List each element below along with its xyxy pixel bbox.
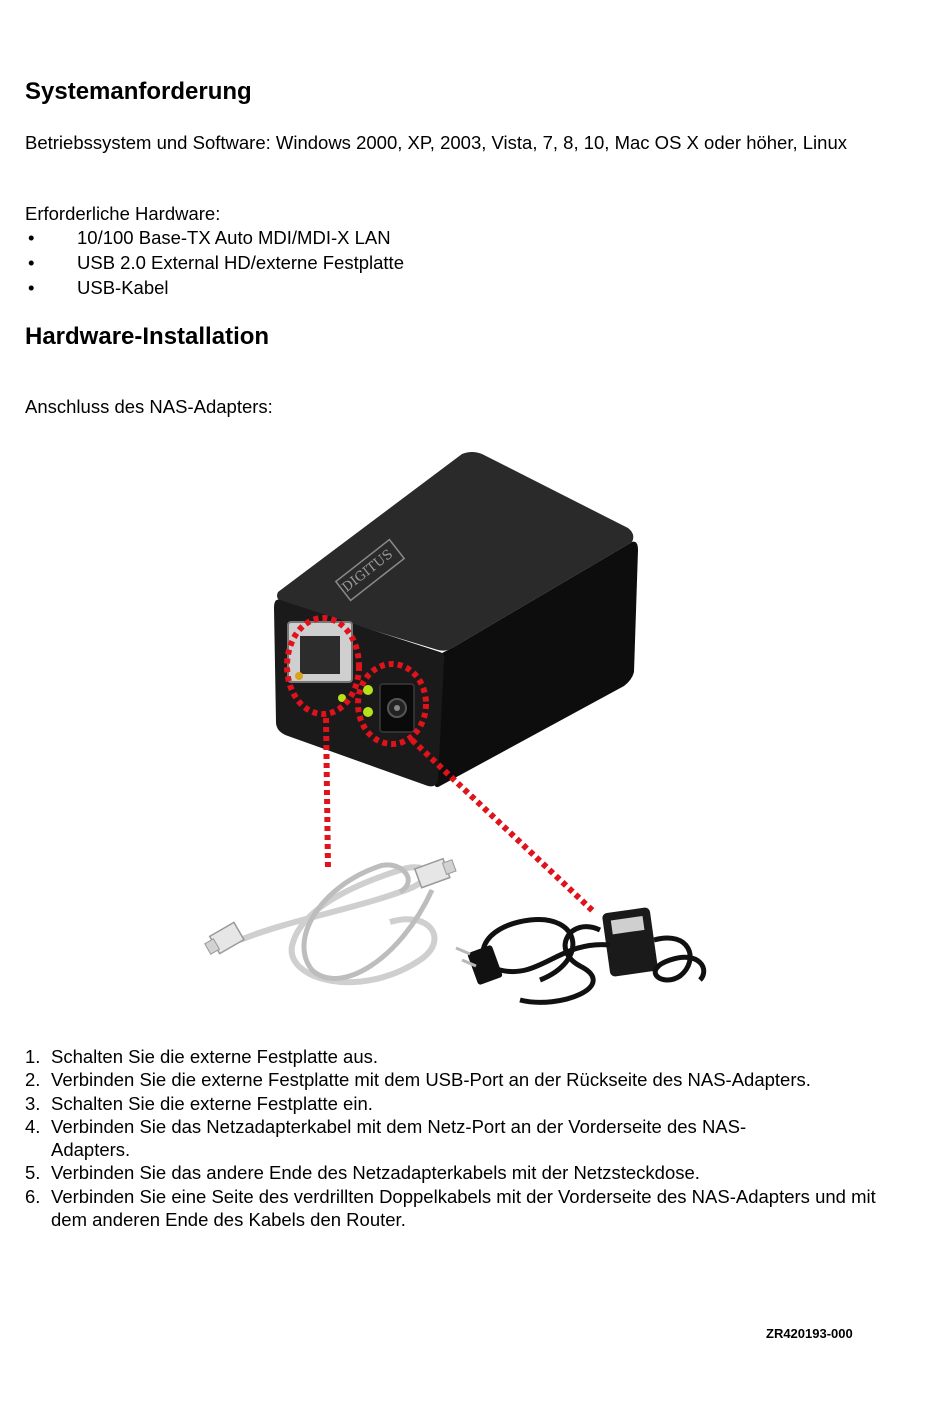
status-led-icon [363,707,373,717]
ethernet-cable-icon [203,856,458,982]
lan-led-icon [295,672,303,680]
device-brand-label: DIGITUS [339,546,396,596]
hardware-label: Erforderliche Hardware: [25,203,221,224]
figure-caption: Anschluss des NAS-Adapters: [25,395,273,417]
document-code: ZR420193-000 [766,1326,853,1341]
nas-adapter-figure [200,440,740,1020]
os-requirements-text: Betriebssystem und Software: Windows 2000, XP, 2003, Vista, 7, 8, 10, Mac OS X oder höher, Linux [25,132,847,153]
step-item: 3. Schalten Sie die externe Festplatte ein. [25,1092,373,1114]
installation-steps [25,1045,925,1231]
step-item: 5. Verbinden Sie das andere Ende des Netzadapterkabels mit der Netzsteckdose. [25,1162,700,1184]
power-adapter-icon [456,907,704,1002]
power-connector-line [412,740,594,912]
bullet-icon: • [28,252,35,273]
step-item: 6. Verbinden Sie eine Seite des verdrillten Doppelkabels mit der Vorderseite des NAS-Adapters und mit dem anderen Ende des Kabels den Router. [25,1185,876,1231]
nas-connection-illustration [200,440,740,1020]
section-title-systemanforderung: Systemanforderung [25,78,252,105]
step-item: 4. Verbinden Sie das Netzadapterkabel mit dem Netz-Port an der Vorderseite des NAS-Adapters. [25,1115,747,1161]
bullet-icon: • [28,277,35,298]
section-title-hardware-installation: Hardware-Installation [25,323,270,350]
lan-connector-line [326,718,328,870]
step-item: 2. Verbinden Sie die externe Festplatte mit dem USB-Port an der Rückseite des NAS-Adapters. [25,1069,811,1091]
step-item: 1. Schalten Sie die externe Festplatte aus. [25,1046,379,1067]
bullet-icon: • [28,227,35,248]
